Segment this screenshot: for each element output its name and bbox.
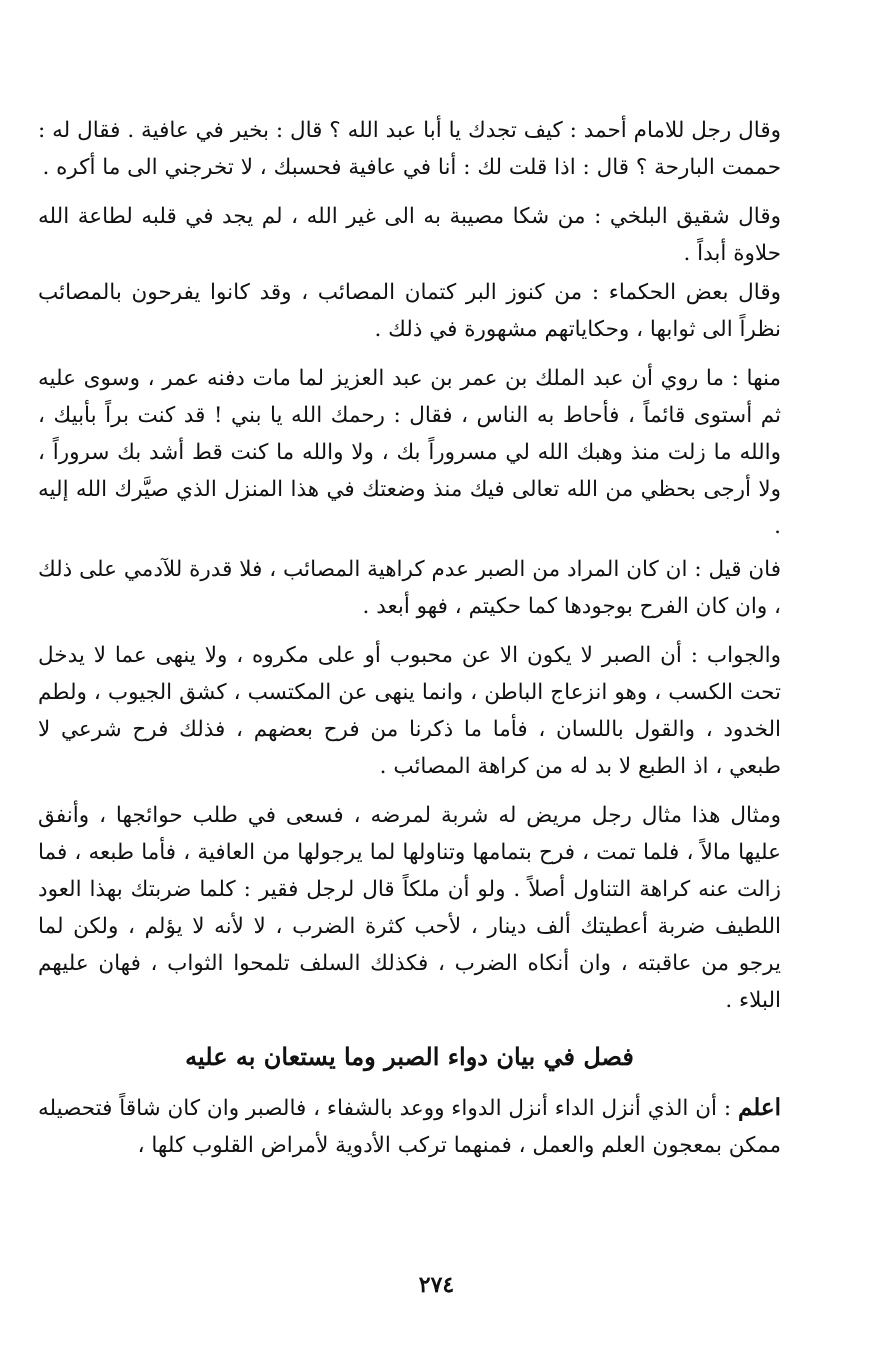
- paragraph-imam-ahmad: وقال رجل للامام أحمد : كيف تجدك يا أبا عبد الله ؟ قال : بخير في عافية . فقال له : حممت البارحة ؟ قال : اذا قلت لك : أنا في عافية فحسبك ، لا تخرجني الى ما أكره .: [38, 118, 781, 180]
- paragraph-final: [38, 1089, 781, 1164]
- section-heading: فصل في بيان دواء الصبر وما يستعان به عليه: [185, 1042, 634, 1071]
- paragraph-answer: والجواب : أن الصبر لا يكون الا عن محبوب أو على مكروه ، ولا ينهى عما لا يدخل تحت الكسب ، وهو انزعاج الباطن ، وانما ينهى عن المكتسب ، كشق الجيوب ، ولطم الخدود ، والقول باللسان ، فأما ما ذكرنا من فرح بعضهم ، فذلك فرح شرعي لا طبعي ، اذ الطبع لا بد له من كراهة المصائب .: [38, 643, 781, 779]
- paragraph-objection: فان قيل : ان كان المراد من الصبر عدم كراهية المصائب ، فلا قدرة للآدمي على ذلك ، وان كان الفرح بوجودها كما حكيتم ، فهو أبعد .: [38, 557, 781, 619]
- lead-word: اعلم: [737, 1094, 781, 1121]
- paragraph-shaqiq-balkhi: وقال شقيق البلخي : من شكا مصيبة به الى غير الله ، لم يجد في قلبه لطاعة الله حلاوة أبداً .: [38, 204, 781, 266]
- paragraph-example: ومثال هذا مثال رجل مريض له شربة لمرضه ، فسعى في طلب حوائجها ، وأنفق عليها مالاً ، فلما تمت ، فرح بتمامها وتناولها لما يرجولها من العافية ، فأما طبعه ، فما زالت عنه كراهة التناول أصلاً . ولو أن ملكاً قال لرجل فقير : كلما ضربتك بهذا العود اللطيف ضربة أعطيتك ألف دينار ، لأحب كثرة الضرب ، لا لأنه لا يؤلم ، ولكن لما يرجو من عاقبته ، وان أنكاه الضرب ، فكذلك السلف تلمحوا الثواب ، فهان عليهم البلاء .: [38, 803, 781, 1013]
- paragraph-abdulmalik-story: منها : ما روي أن عبد الملك بن عمر بن عبد العزيز لما مات دفنه عمر ، وسوى عليه ثم أستوى قائماً ، فأحاط به الناس ، فقال : رحمك الله يا بني ! قد كنت براً بأبيك ، والله ما زلت منذ وهبك الله لي مسروراً بك ، ولا والله ما كنت قط أشد بك سروراً ، ولا أرجى بحظي من الله تعالى فيك منذ وضعتك في هذا المنزل الذي صيَّرك الله إليه .: [38, 366, 781, 539]
- paragraph-hukama: وقال بعض الحكماء : من كنوز البر كتمان المصائب ، وقد كانوا يفرحون بالمصائب نظراً الى ثوابها ، وحكاياتهم مشهورة في ذلك .: [38, 280, 781, 342]
- page-number: ٢٧٤: [418, 1272, 455, 1298]
- final-paragraph-text: : أن الذي أنزل الداء أنزل الدواء ووعد بالشفاء ، فالصبر وان كان شاقاً فتحصيله ممكن بمعجون العلم والعمل ، فمنهما تركب الأدوية لأمراض القلوب كلها ،: [38, 1096, 781, 1158]
